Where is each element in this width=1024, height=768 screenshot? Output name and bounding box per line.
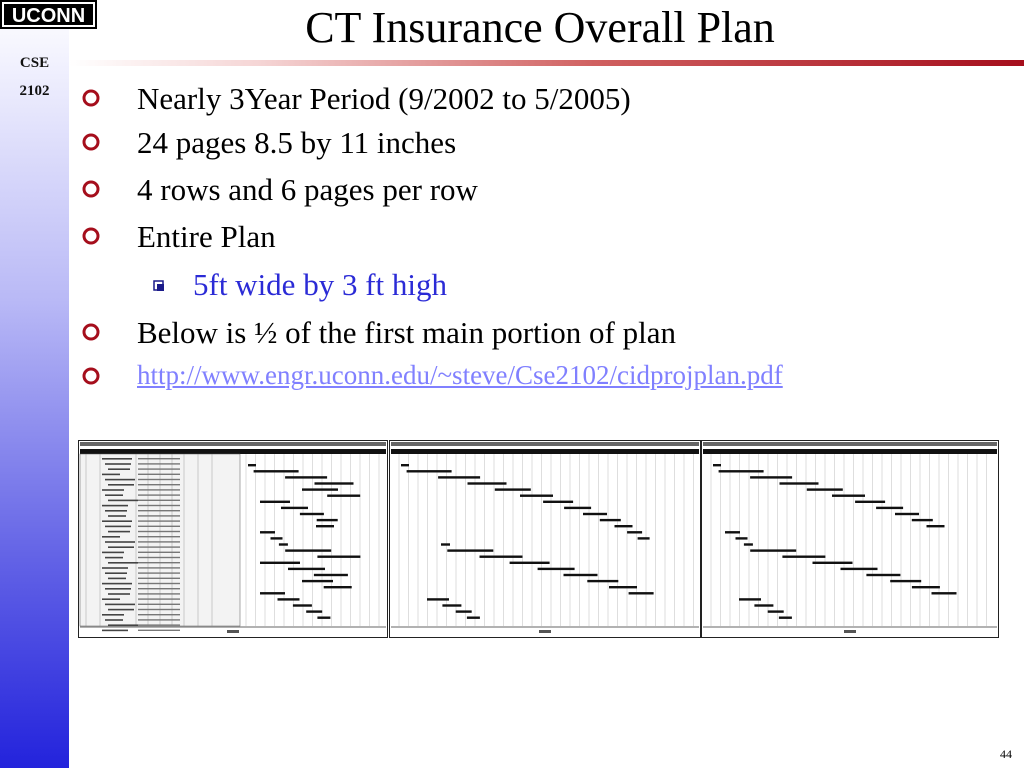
plan-task-bar xyxy=(754,604,773,606)
plan-task-bar xyxy=(813,562,853,564)
plan-task-name xyxy=(108,562,138,564)
bullet-text: Nearly 3Year Period (9/2002 to 5/2005) xyxy=(137,81,631,116)
plan-task-bar xyxy=(447,549,493,551)
plan-footer-label xyxy=(227,630,239,633)
plan-task-bar xyxy=(468,482,507,484)
plan-task-bar xyxy=(780,482,819,484)
plan-task-bar xyxy=(912,519,933,521)
plan-task-bar xyxy=(495,488,531,490)
plan-task-bar xyxy=(750,549,796,551)
plan-task-name xyxy=(108,624,138,626)
bullet-period xyxy=(137,83,631,114)
bullet-link[interactable] xyxy=(137,362,783,389)
plan-task-bar xyxy=(583,513,607,515)
plan-header-strip xyxy=(391,442,699,446)
plan-task-bar xyxy=(441,543,450,545)
plan-task-bar xyxy=(564,574,598,576)
plan-task-bar xyxy=(314,574,348,576)
plan-task-bar xyxy=(912,586,940,588)
plan-task-bar xyxy=(254,470,299,472)
plan-task-name xyxy=(108,609,134,611)
plan-task-dates xyxy=(138,494,180,495)
plan-task-bar xyxy=(317,556,360,558)
plan-task-bar xyxy=(609,586,637,588)
plan-task-bar xyxy=(750,476,792,478)
bullet-below xyxy=(137,317,676,348)
plan-task-dates xyxy=(138,619,180,620)
plan-task-bar xyxy=(587,580,618,582)
plan-task-dates xyxy=(138,489,180,490)
plan-task-bar xyxy=(627,531,642,533)
plan-task-dates xyxy=(138,510,180,511)
plan-task-bar xyxy=(302,488,338,490)
project-plan-page-1 xyxy=(78,440,388,638)
plan-task-bar xyxy=(407,470,452,472)
plan-task-name xyxy=(108,593,130,595)
plan-header-strip xyxy=(703,442,997,446)
plan-task-name xyxy=(102,552,124,554)
plan-task-dates xyxy=(138,531,180,532)
plan-task-bar xyxy=(543,501,573,503)
circle-bullet-icon xyxy=(81,226,101,246)
plan-task-dates xyxy=(138,609,180,610)
plan-task-name xyxy=(108,546,134,548)
plan-task-dates xyxy=(138,552,180,553)
plan-task-name xyxy=(102,614,124,616)
plan-task-name xyxy=(108,531,130,533)
plan-task-name xyxy=(108,578,126,580)
plan-task-dates xyxy=(138,583,180,584)
bullet-text: Below is ½ of the first main portion of plan xyxy=(137,315,676,350)
plan-task-dates xyxy=(138,468,180,469)
plan-footer-label xyxy=(539,630,551,633)
plan-task-name xyxy=(105,494,123,496)
uconn-logo xyxy=(0,0,97,29)
plan-task-name xyxy=(102,630,128,632)
bullet-entire-plan xyxy=(137,221,276,252)
plan-task-bar xyxy=(324,586,352,588)
plan-task-bar xyxy=(615,525,633,527)
project-plan-page-3 xyxy=(701,440,999,638)
plan-task-bar xyxy=(480,556,523,558)
plan-task-name xyxy=(105,588,131,590)
plan-task-bar xyxy=(281,507,308,509)
circle-bullet-icon xyxy=(81,132,101,152)
plan-task-bar xyxy=(285,476,327,478)
plan-task-name xyxy=(105,526,131,528)
plan-task-dates xyxy=(138,526,180,527)
plan-task-dates xyxy=(138,578,180,579)
plan-task-bar xyxy=(315,482,354,484)
sub-bullet-text: 5ft wide by 3 ft high xyxy=(193,267,447,302)
plan-task-dates xyxy=(138,474,180,475)
project-plan-page-2 xyxy=(389,440,701,638)
plan-task-dates xyxy=(138,546,180,547)
plan-task-bar xyxy=(260,501,290,503)
bullet-text: Entire Plan xyxy=(137,219,276,254)
plan-task-dates xyxy=(138,557,180,558)
plan-task-bar xyxy=(427,598,449,600)
plan-task-bar xyxy=(317,519,338,521)
plan-task-name xyxy=(102,583,132,585)
plan-task-name xyxy=(108,468,130,470)
plan-task-dates xyxy=(138,604,180,605)
plan-task-dates xyxy=(138,463,180,464)
plan-task-dates xyxy=(138,484,180,485)
plan-task-bar xyxy=(739,598,761,600)
plan-task-dates xyxy=(138,588,180,589)
plan-task-name xyxy=(102,520,132,522)
plan-task-dates xyxy=(138,562,180,563)
plan-task-name xyxy=(105,619,123,621)
plan-task-dates xyxy=(138,624,180,625)
plan-task-name xyxy=(102,458,132,460)
plan-task-bar xyxy=(890,580,921,582)
plan-task-bar xyxy=(260,531,275,533)
square-bullet-icon xyxy=(153,280,165,292)
plan-task-bar xyxy=(564,507,591,509)
plan-timescale-bar xyxy=(80,449,386,454)
bullet-text: 24 pages 8.5 by 11 inches xyxy=(137,125,457,160)
circle-bullet-icon xyxy=(81,322,101,342)
plan-task-bar xyxy=(293,604,312,606)
plan-task-name xyxy=(102,536,120,538)
plan-task-bar xyxy=(317,617,330,619)
plan-task-bar xyxy=(841,568,878,570)
plan-timescale-bar xyxy=(703,449,997,454)
plan-task-name xyxy=(108,500,138,502)
plan-task-bar xyxy=(600,519,621,521)
plan-task-bar xyxy=(456,610,472,612)
plan-task-name xyxy=(108,515,126,517)
bullet-pages xyxy=(137,127,456,158)
plan-task-name xyxy=(102,598,120,600)
title-rule xyxy=(69,60,1024,66)
plan-task-name xyxy=(105,541,135,543)
plan-task-bar xyxy=(306,610,322,612)
plan-task-bar xyxy=(855,501,885,503)
plan-task-dates xyxy=(138,479,180,480)
plan-task-bar xyxy=(638,537,650,539)
plan-task-bar xyxy=(807,488,843,490)
svg-text:UCONN: UCONN xyxy=(11,5,86,27)
plan-task-bar xyxy=(316,525,334,527)
plan-task-bar xyxy=(866,574,900,576)
plan-task-dates xyxy=(138,598,180,599)
plan-page-border xyxy=(390,441,701,638)
plan-task-bar xyxy=(736,537,748,539)
plan-task-bar xyxy=(278,598,300,600)
course-code: CSE xyxy=(19,55,50,71)
plan-task-dates xyxy=(138,630,180,631)
plan-task-name xyxy=(102,505,128,507)
plan-task-dates xyxy=(138,567,180,568)
plan-task-name xyxy=(105,557,123,559)
plan-task-bar xyxy=(782,556,825,558)
plan-task-dates xyxy=(138,520,180,521)
plan-task-bar xyxy=(719,470,764,472)
circle-bullet-icon xyxy=(81,366,101,386)
plan-task-bar xyxy=(300,513,324,515)
plan-task-name xyxy=(102,474,120,476)
course-number: 2102 xyxy=(19,83,50,99)
plan-task-bar xyxy=(744,543,753,545)
sidebar xyxy=(0,0,69,768)
plan-task-bar xyxy=(467,617,480,619)
plan-task-dates xyxy=(138,593,180,594)
plan-header-strip xyxy=(80,442,386,446)
plan-task-bar xyxy=(285,549,331,551)
plan-task-name xyxy=(105,604,135,606)
plan-task-name xyxy=(102,489,124,491)
plan-task-bar xyxy=(629,592,654,594)
plan-task-dates xyxy=(138,505,180,506)
slide-title: CT Insurance Overall Plan xyxy=(305,3,775,52)
plan-task-name xyxy=(105,463,131,465)
plan-task-bar xyxy=(768,610,784,612)
plan-task-bar xyxy=(302,580,333,582)
plan-task-bar xyxy=(520,495,553,497)
plan-task-name xyxy=(105,510,127,512)
plan-task-bar xyxy=(538,568,575,570)
plan-task-dates xyxy=(138,536,180,537)
plan-task-bar xyxy=(832,495,865,497)
plan-task-name xyxy=(108,484,134,486)
plan-task-dates xyxy=(138,458,180,459)
plan-task-dates xyxy=(138,541,180,542)
plan-task-bar xyxy=(327,495,360,497)
plan-task-bar xyxy=(401,464,409,466)
plan-task-dates xyxy=(138,500,180,501)
plan-task-dates xyxy=(138,614,180,615)
plan-task-bar xyxy=(248,464,256,466)
bullet-text: 4 rows and 6 pages per row xyxy=(137,172,478,207)
plan-pdf-link[interactable]: http://www.engr.uconn.edu/~steve/Cse2102/cidprojplan.pdf xyxy=(137,360,783,390)
plan-task-bar xyxy=(442,604,461,606)
plan-task-bar xyxy=(932,592,957,594)
circle-bullet-icon xyxy=(81,88,101,108)
plan-task-bar xyxy=(895,513,919,515)
plan-task-dates xyxy=(138,515,180,516)
plan-task-bar xyxy=(876,507,903,509)
plan-task-bar xyxy=(510,562,550,564)
plan-task-bar xyxy=(779,617,792,619)
plan-task-name xyxy=(105,479,135,481)
plan-task-name xyxy=(102,567,128,569)
circle-bullet-icon xyxy=(81,179,101,199)
plan-task-bar xyxy=(279,543,288,545)
plan-task-name xyxy=(105,572,127,574)
plan-task-bar xyxy=(927,525,945,527)
sub-bullet-size xyxy=(193,269,447,300)
page-number: 44 xyxy=(1000,747,1012,761)
plan-task-bar xyxy=(260,562,300,564)
plan-task-bar xyxy=(260,592,285,594)
plan-task-bar xyxy=(725,531,740,533)
bullet-rows xyxy=(137,174,478,205)
plan-task-bar xyxy=(288,568,325,570)
plan-footer-label xyxy=(844,630,856,633)
plan-timescale-bar xyxy=(391,449,699,454)
plan-task-bar xyxy=(271,537,283,539)
plan-task-dates xyxy=(138,572,180,573)
plan-task-bar xyxy=(713,464,721,466)
plan-task-bar xyxy=(438,476,480,478)
